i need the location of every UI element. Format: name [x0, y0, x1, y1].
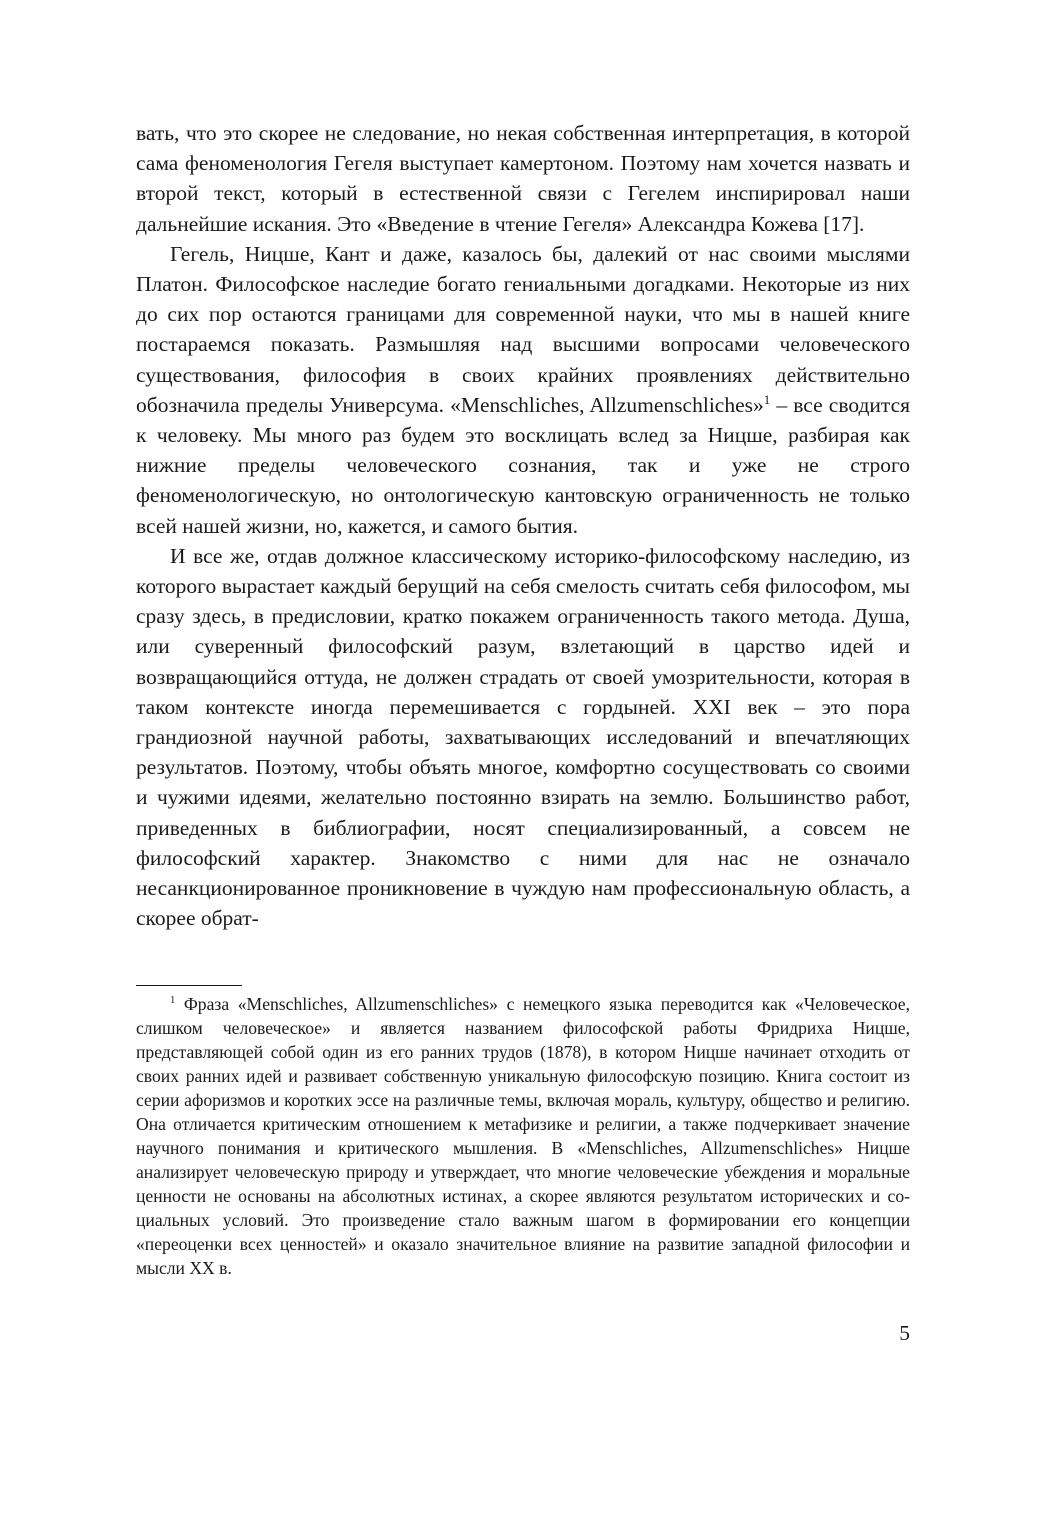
footnote-text: Фраза «Menschliches, Allzumenschliches» с немецкого языка переводится как «Человеческое, слишком человеческое» и является названием философской работы Фридриха Ницше, представляющей собой один из его ранних трудов (1878), в котором Ницше начинает отходить от своих ранних идей и развивает собственную уникальную философскую позицию. Книга состоит из серии афоризмов и коротких эссе на различные темы, включая мораль, культуру, общество и религию. Она отличается критическим отношением к метафизике и религии, а также подчеркивает значение научного понимания и критического мышления. В «Menschliches, Allzumenschliches» Ницше анализирует человеческую природу и утверждает, что многие человеческие убеждения и моральные ценности не основаны на абсолютных истинах, а скорее являются результатом исторических и социальных условий. Это произведение стало важным шагом в формировании его концепции «переоценки всех ценностей» и оказало значительное влияние на развитие западной философии и мысли XX в.	[136, 994, 910, 1278]
paragraph-1: вать, что это скорее не следование, но некая собственная интерпретация, в которой сама феноменология Гегеля выступает камертоном. Поэтому нам хочется назвать и второй текст, который в естественной связи с Гегелем инспирировал наши дальнейшие искания. Это «Введение в чтение Гегеля» Александра Кожева [17].	[136, 121, 910, 236]
page-number: 5	[899, 1321, 910, 1345]
main-text	[136, 118, 910, 933]
paragraph-2	[136, 239, 910, 541]
footnote-divider	[136, 985, 242, 986]
paragraph-2-part-2: – все сводится к человеку. Мы много раз будем это восклицать вслед за Ницше, разбирая как нижние пределы человеческого сознания, так и уже не строго феноменологическую, но онтологическую кантовскую ограниченность не только всей нашей жизни, но, кажется, и самого бытия.	[136, 392, 910, 538]
paragraph-2-part-1: Гегель, Ницше, Кант и даже, казалось бы, далекий от нас своими мыслями Платон. Философское наследие богато гениальными догадками. Некоторые из них до сих пор остаются границами для современной науки, что мы в нашей книге постараемся показать. Размышляя над высшими вопросами человеческого существования, философия в своих крайних проявлениях действительно обозначила пределы Универсума. «Menschliches, Allzumenschliches»	[136, 241, 910, 417]
footnote-number: 1	[170, 995, 176, 1007]
paragraph-3: И все же, отдав должное классическому историко-философскому наследию, из которого вырастает каждый берущий на себя смелость считать себя философом, мы сразу здесь, в предисловии, кратко покажем ограниченность такого метода. Душа, или суверенный философский разум, взлетающий в царство идей и возвращающийся оттуда, не должен страдать от своей умозрительности, которая в таком контексте иногда перемешивается с гордыней. XXI век – это пора грандиозной научной работы, захватывающих исследований и впечатляющих результатов. Поэтому, чтобы объять многое, комфортно сосуществовать со своими и чужими идеями, желательно постоянно взирать на землю. Большинство работ, приведенных в библиографии, носят специализированный, а совсем не философский характер. Знакомство с ними для нас не означало несанкционированное проникновение в чуждую нам профессиональную область, а скорее обрат-	[136, 543, 910, 931]
footnote	[136, 992, 910, 1280]
footnote-marker: 1	[763, 392, 771, 407]
